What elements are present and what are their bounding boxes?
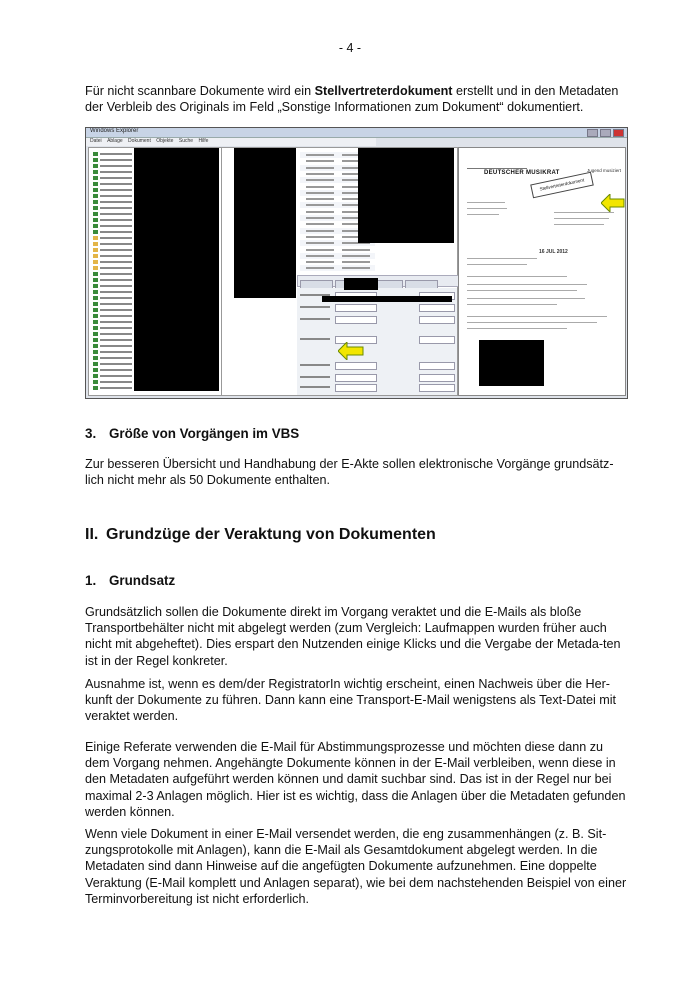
tree-row-label	[100, 231, 132, 233]
document-preview	[458, 147, 626, 396]
yellow-arrow-icon	[338, 342, 364, 360]
tree-row-label	[100, 225, 132, 227]
doc-text-line	[467, 258, 537, 259]
menu-item: Dokument	[128, 138, 151, 144]
folder-icon	[93, 296, 98, 300]
yellow-arrow-icon	[601, 194, 625, 212]
redaction-block	[322, 296, 452, 302]
folder-icon	[93, 188, 98, 192]
tree-row-label	[100, 279, 132, 281]
section-3-text: Zur besseren Übersicht und Handhabung der E-Akte sollen elektronische Vorgänge grundsätz-lich nicht mehr als 50 Dokumente enthalten.	[85, 457, 614, 488]
menu-item: Suche	[178, 138, 194, 144]
folder-icon	[93, 344, 98, 348]
list-cell	[306, 255, 334, 257]
list-cell	[306, 179, 334, 181]
tree-row-label	[100, 207, 132, 209]
section-3-heading	[85, 426, 299, 441]
doc-text-line	[467, 264, 527, 265]
redaction-block	[358, 148, 454, 243]
folder-icon	[93, 326, 98, 330]
list-row	[300, 253, 375, 259]
tree-row-label	[100, 267, 132, 269]
folder-icon	[93, 248, 98, 252]
folder-icon	[93, 380, 98, 384]
folder-icon	[93, 194, 98, 198]
tree-row-label	[100, 333, 132, 335]
doc-text-line	[554, 224, 604, 225]
tree-row-label	[100, 153, 132, 155]
list-cell	[306, 230, 334, 232]
folder-icon	[93, 176, 98, 180]
folder-icon	[93, 308, 98, 312]
form-label	[300, 376, 330, 378]
form-field	[335, 304, 377, 312]
list-cell	[306, 211, 334, 213]
tree-row-label	[100, 291, 132, 293]
tree-row-label	[100, 327, 132, 329]
list-cell	[306, 236, 334, 238]
doc-text-line	[467, 208, 507, 209]
close-icon	[613, 129, 624, 137]
tree-row-label	[100, 201, 132, 203]
chapter-2-heading	[85, 526, 436, 544]
section-number: 1.	[85, 573, 97, 588]
tree-row-label	[100, 315, 132, 317]
menu-item: Hilfe	[198, 138, 209, 144]
folder-icon	[93, 200, 98, 204]
doc-text-line	[467, 316, 607, 317]
paragraph: Wenn viele Dokument in einer E-Mail versendet werden, die eng zusammenhängen (z. B. Sit-zungsprotokolle mit Anlagen), kann die E-Mail als Gesamtdokument abgelegt werden. In die Metadaten sind dann Hinweise auf die angefügten Dokumente aufzunehmen. Eine doppelte Veraktung (E-Mail komplett und Anlagen separat), wie bei dem nachstehenden Beispiel von einer Terminvorbereitung ist nicht erforderlich.	[85, 827, 627, 906]
doc-text-line	[467, 202, 505, 203]
doc-text-line	[467, 276, 567, 277]
doc-text-line	[467, 290, 577, 291]
list-cell	[342, 267, 370, 269]
form-label	[300, 386, 330, 388]
form-field	[419, 362, 455, 370]
form-field	[335, 384, 377, 392]
doc-rule	[467, 168, 527, 169]
doc-text-line	[467, 304, 557, 305]
folder-icon	[93, 362, 98, 366]
intro-text-post: erstellt und in den Metadaten der Verbleib des Originals im Feld „Sonstige Informationen zum Dokument“ dokumentiert.	[85, 84, 619, 115]
doc-text-line	[467, 284, 587, 285]
redaction-block	[479, 340, 544, 386]
list-cell	[306, 267, 334, 269]
tree-row-label	[100, 249, 132, 251]
chapter-number: II.	[85, 526, 99, 543]
redaction-block	[234, 148, 296, 298]
folder-icon	[93, 158, 98, 162]
folder-icon	[93, 164, 98, 168]
list-cell	[306, 198, 334, 200]
list-cell	[342, 255, 370, 257]
metadata-tabs	[297, 275, 459, 287]
list-cell	[342, 261, 370, 263]
form-label	[300, 306, 330, 308]
list-cell	[306, 261, 334, 263]
list-row	[300, 259, 375, 265]
list-cell	[306, 186, 334, 188]
list-cell	[306, 217, 334, 219]
folder-icon	[93, 266, 98, 270]
tree-row-label	[100, 261, 132, 263]
folder-icon	[93, 218, 98, 222]
folder-icon	[93, 242, 98, 246]
list-cell	[306, 223, 334, 225]
tree-row-label	[100, 345, 132, 347]
folder-icon	[93, 170, 98, 174]
tree-row	[93, 385, 132, 391]
tree-row-label	[100, 171, 132, 173]
screenshot-window-title: Windows Explorer	[90, 128, 139, 134]
paragraph: Ausnahme ist, wenn es dem/der RegistratorIn wichtig erscheint, einen Nachweis über die Her-kunft der Dokumente zu führen. Dann kann eine Transport-E-Mail wenigstens als Text-Datei mit veraktet werden.	[85, 677, 617, 724]
menu-item: Objekte	[156, 138, 174, 144]
doc-text-line	[467, 328, 567, 329]
tree-row-label	[100, 339, 132, 341]
folder-icon	[93, 314, 98, 318]
screenshot-menubar	[86, 138, 376, 146]
tree-row-label	[100, 309, 132, 311]
form-label	[300, 338, 330, 340]
folder-icon	[93, 230, 98, 234]
tree-row-label	[100, 375, 132, 377]
form-field	[419, 336, 455, 344]
tree-row-label	[100, 387, 132, 389]
folder-icon	[93, 356, 98, 360]
form-field	[419, 374, 455, 382]
list-cell	[306, 249, 334, 251]
form-field	[419, 384, 455, 392]
tree-row-label	[100, 297, 132, 299]
tree-row-label	[100, 273, 132, 275]
doc-text-line	[554, 212, 614, 213]
section-title: Grundsatz	[109, 573, 176, 588]
doc-text-line	[467, 298, 585, 299]
tree-row-label	[100, 363, 132, 365]
tree-row-label	[100, 159, 132, 161]
folder-icon	[93, 224, 98, 228]
list-cell	[306, 167, 334, 169]
folder-icon	[93, 302, 98, 306]
form-label	[300, 318, 330, 320]
list-cell	[306, 192, 334, 194]
maximize-icon	[600, 129, 611, 137]
form-field	[335, 362, 377, 370]
tree-row-label	[100, 369, 132, 371]
list-cell	[306, 154, 334, 156]
menu-item: Ablage	[107, 138, 123, 144]
list-cell	[342, 249, 370, 251]
page-number: - 4 -	[338, 41, 362, 55]
tree-row-label	[100, 321, 132, 323]
doc-letterhead: DEUTSCHER MUSIKRAT	[484, 170, 560, 176]
list-cell	[306, 242, 334, 244]
doc-text-line	[467, 322, 597, 323]
doc-stamp: Stellvertreterdokument	[530, 172, 594, 199]
folder-icon	[93, 212, 98, 216]
redaction-block	[134, 148, 219, 391]
tree-row-label	[100, 165, 132, 167]
form-field	[419, 304, 455, 312]
folder-icon	[93, 182, 98, 186]
folder-icon	[93, 350, 98, 354]
embedded-screenshot	[85, 127, 628, 399]
paragraph: Einige Referate verwenden die E-Mail für Abstimmungsprozesse und möchten diese dann zu dem Vorgang nehmen. Angehängte Dokumente können in der E-Mail verbleiben, wenn diese in den Metadaten aufgeführt werden können und damit suchbar sind. Das ist in der Regel nur bei maximal 2-3 Anlagen möglich. Hier ist es wichtig, dass die Anlagen über die Metadaten gefunden werden können.	[85, 740, 626, 819]
doc-logo: Jugend musiziert	[587, 168, 622, 173]
menu-item: Datei	[90, 138, 102, 144]
folder-icon	[93, 320, 98, 324]
folder-icon	[93, 260, 98, 264]
tree-row-label	[100, 195, 132, 197]
tree-row-label	[100, 177, 132, 179]
tree-row-label	[100, 351, 132, 353]
tree-row-label	[100, 183, 132, 185]
tree-row-label	[100, 237, 132, 239]
folder-icon	[93, 278, 98, 282]
redaction-block	[344, 278, 378, 290]
form-label	[300, 364, 330, 366]
folder-icon	[93, 272, 98, 276]
folder-icon	[93, 254, 98, 258]
tree-row-label	[100, 243, 132, 245]
folder-icon	[93, 284, 98, 288]
metadata-form	[297, 288, 457, 395]
tree-row-label	[100, 213, 132, 215]
tree-row-label	[100, 303, 132, 305]
intro-paragraph	[85, 83, 630, 115]
folder-icon	[93, 236, 98, 240]
paragraph: Grundsätzlich sollen die Dokumente direkt im Vorgang veraktet und die E-Mails als bloße Transportbehälter nicht mit abgelegt werden (zum Vergleich: Laufmappen wurden früher auch nicht mit abgeheftet). Dies erspart den Nutzenden einige Klicks und die Vergabe der Metada-ten ist in der Regel konkreter.	[85, 605, 621, 668]
doc-text-line	[554, 218, 609, 219]
tree-row-label	[100, 285, 132, 287]
form-field	[335, 316, 377, 324]
list-cell	[306, 204, 334, 206]
doc-text-line	[467, 214, 499, 215]
list-cell	[306, 173, 334, 175]
section-1-heading	[85, 573, 175, 588]
doc-date-stamp: 16 JUL 2012	[539, 249, 568, 255]
screenshot-titlebar	[86, 128, 627, 138]
folder-icon	[93, 338, 98, 342]
folder-icon	[93, 152, 98, 156]
folder-icon	[93, 374, 98, 378]
tree-row-label	[100, 381, 132, 383]
section-title: Größe von Vorgängen im VBS	[109, 426, 300, 441]
intro-text-pre: Für nicht scannbare Dokumente wird ein	[85, 84, 315, 98]
folder-icon	[93, 386, 98, 390]
tree-row-label	[100, 357, 132, 359]
window-controls	[587, 129, 624, 137]
folder-icon	[93, 290, 98, 294]
form-field	[419, 316, 455, 324]
folder-icon	[93, 368, 98, 372]
folder-icon	[93, 332, 98, 336]
list-row	[300, 265, 375, 271]
tree-row-label	[100, 219, 132, 221]
list-cell	[306, 160, 334, 162]
intro-text-bold: Stellvertreterdokument	[314, 84, 453, 98]
tree-row-label	[100, 189, 132, 191]
minimize-icon	[587, 129, 598, 137]
section-number: 3.	[85, 426, 97, 441]
list-row	[300, 247, 375, 253]
tree-row-label	[100, 255, 132, 257]
chapter-title: Grundzüge der Veraktung von Dokumenten	[106, 526, 436, 543]
form-field	[335, 374, 377, 382]
folder-icon	[93, 206, 98, 210]
